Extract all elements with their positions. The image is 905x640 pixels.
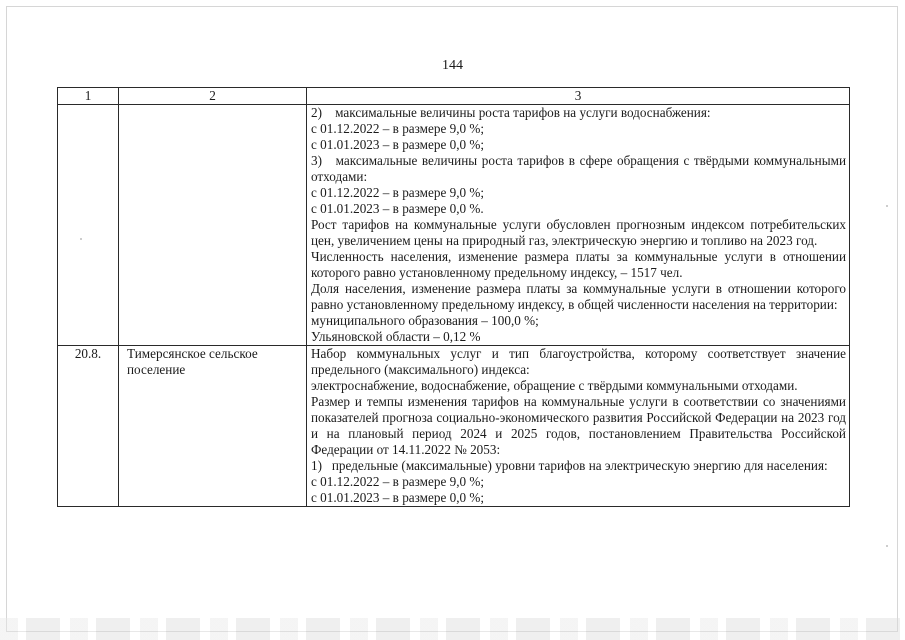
scan-speck	[886, 205, 888, 207]
row-number-cell	[58, 105, 119, 346]
column-header-3: 3	[307, 88, 850, 105]
column-header-1: 1	[58, 88, 119, 105]
content-line: с 01.01.2023 – в размере 0,0 %;	[311, 137, 485, 152]
table-row	[58, 105, 850, 346]
content-line: с 01.12.2022 – в размере 9,0 %;	[311, 474, 485, 489]
content-line: Размер и темпы изменения тарифов на коммунальные услуги в соответствии со значениями показателей прогноза социально-экономического развития Российской Федерации на 2023 год и на плановый период 2024 и 2025 годов, постановлением Правительства Российской Федерации от 14.11.2022 № 2053:	[311, 394, 846, 457]
scan-speck	[886, 545, 888, 547]
content-line: с 01.01.2023 – в размере 0,0 %.	[311, 201, 484, 216]
scan-speck	[80, 238, 82, 240]
content-line: с 01.01.2023 – в размере 0,0 %;	[311, 490, 485, 505]
row-number-cell: 20.8.	[58, 346, 119, 507]
row-name-cell	[119, 105, 307, 346]
content-line: Рост тарифов на коммунальные услуги обусловлен прогнозным индексом потребительских цен, увеличением цены на природный газ, электрическую энергию и топливо на 2023 год.	[311, 217, 846, 248]
column-header-2: 2	[119, 88, 307, 105]
content-line: 1) предельные (максимальные) уровни тарифов на электрическую энергию для населения:	[311, 458, 828, 473]
scan-edge-artifact	[0, 618, 905, 640]
content-line: с 01.12.2022 – в размере 9,0 %;	[311, 185, 485, 200]
table-header-row	[58, 88, 850, 105]
row-content-cell	[307, 346, 850, 507]
document-table	[57, 87, 850, 507]
content-line: 3) максимальные величины роста тарифов в сфере обращения с твёрдыми коммунальными отходами:	[311, 153, 846, 184]
row-content-cell	[307, 105, 850, 346]
content-line: 2) максимальные величины роста тарифов на услуги водоснабжения:	[311, 105, 711, 120]
table-row	[58, 346, 850, 507]
content-line: Набор коммунальных услуг и тип благоустройства, которому соответствует значение предельного (максимального) индекса:	[311, 346, 846, 377]
content-line: с 01.12.2022 – в размере 9,0 %;	[311, 121, 485, 136]
row-name-cell: Тимерсянское сельское поселение	[119, 346, 307, 507]
content-line: Численность населения, изменение размера платы за коммунальные услуги в отношении которого равно установленному предельному индексу, – 1517 чел.	[311, 249, 846, 280]
content-line: муниципального образования – 100,0 %;	[311, 313, 539, 328]
content-line: электроснабжение, водоснабжение, обращение с твёрдыми коммунальными отходами.	[311, 378, 798, 393]
page-number: 144	[442, 58, 463, 73]
content-line: Доля населения, изменение размера платы за коммунальные услуги в отношении которого равно установленному предельному индексу, в общей численности населения на территории:	[311, 281, 846, 312]
content-line: Ульяновской области – 0,12 %	[311, 329, 481, 344]
